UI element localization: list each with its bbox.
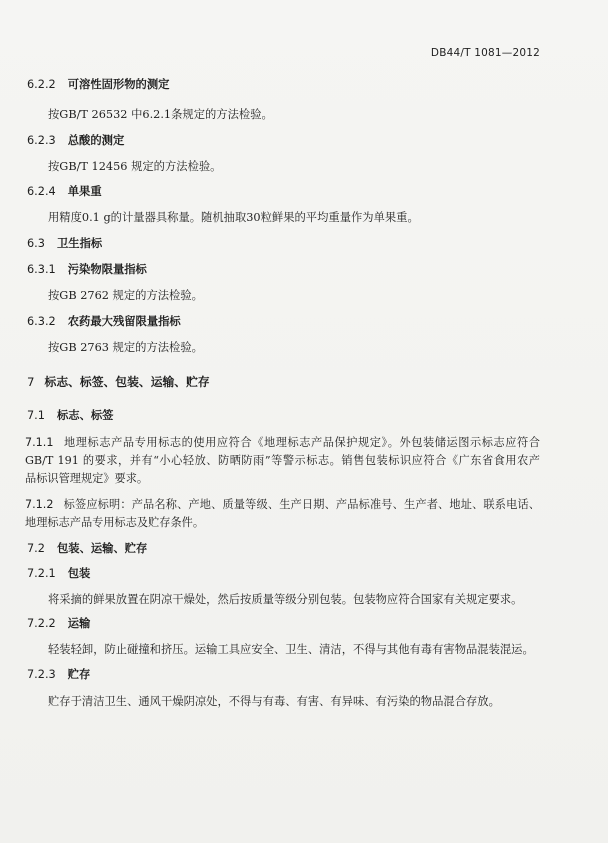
- clause-line: GB/T 191 的要求，并有“小心轻放、防晒防雨”等警示标志。销售包装标识应符合《广东省食用农产: [25, 454, 540, 467]
- clause-number: 7.1.2: [25, 498, 54, 511]
- section-number: 6.3: [27, 237, 45, 250]
- section-number: 7.2.1: [27, 567, 56, 580]
- section-number: 6.2.3: [27, 134, 56, 147]
- document-code: DB44/T 1081—2012: [430, 47, 540, 59]
- section-number: 6.2.4: [27, 185, 56, 198]
- section-heading: [27, 566, 90, 582]
- section-number: 7.2: [27, 542, 45, 555]
- section-heading: [27, 314, 181, 330]
- section-heading: [27, 236, 102, 252]
- section-title: 单果重: [67, 185, 102, 198]
- section-number: 7.2.2: [27, 617, 56, 630]
- section-number: 6.2.2: [27, 78, 56, 91]
- section-body: 按GB 2763 规定的方法检验。: [48, 341, 203, 354]
- section-body: 按GB 2762 规定的方法检验。: [48, 289, 203, 302]
- chapter-number: 7: [27, 375, 35, 389]
- section-number: 6.3.1: [27, 263, 56, 276]
- section-heading: [27, 541, 147, 557]
- section-title: 可溶性固形物的测定: [67, 78, 170, 91]
- section-body: 按GB/T 26532 中6.2.1条规定的方法检验。: [48, 108, 273, 121]
- chapter-title: 标志、标签、包装、运输、贮存: [44, 375, 210, 389]
- section-heading: [27, 133, 124, 149]
- clause-number: 7.1.1: [25, 436, 54, 449]
- chapter-heading: [27, 374, 210, 390]
- clause-line: 地理标志产品专用标志及贮存条件。: [25, 516, 205, 529]
- section-heading: [27, 616, 90, 632]
- section-heading: [27, 77, 169, 93]
- clause-line: [25, 435, 540, 451]
- section-title: 标志、标签: [56, 409, 114, 422]
- clause-text: 标签应标明：产品名称、产地、质量等级、生产日期、产品标准号、生产者、地址、联系电话、: [63, 498, 540, 511]
- section-title: 贮存: [67, 668, 91, 681]
- section-heading: [27, 667, 90, 683]
- section-number: 7.2.3: [27, 668, 56, 681]
- section-title: 包装: [67, 567, 91, 580]
- section-title: 运输: [67, 617, 91, 630]
- section-body: 将采摘的鲜果放置在阴凉干燥处，然后按质量等级分别包装。包装物应符合国家有关规定要求。: [48, 593, 523, 606]
- section-heading: [27, 408, 113, 424]
- section-title: 总酸的测定: [67, 134, 125, 147]
- section-number: 6.3.2: [27, 315, 56, 328]
- section-title: 污染物限量指标: [67, 263, 147, 276]
- section-body: 轻装轻卸，防止碰撞和挤压。运输工具应安全、卫生、清洁，不得与其他有毒有害物品混装混运。: [48, 643, 534, 656]
- clause-line: 品标识管理规定》要求。: [25, 472, 149, 485]
- section-body: 按GB/T 12456 规定的方法检验。: [48, 160, 222, 173]
- section-body: 贮存于清洁卫生、通风干燥阴凉处，不得与有毒、有害、有异味、有污染的物品混合存放。: [48, 695, 500, 708]
- clause-text: 地理标志产品专用标志的使用应符合《地理标志产品保护规定》。外包装储运图示标志应符合: [63, 436, 540, 449]
- section-number: 7.1: [27, 409, 45, 422]
- section-heading: [27, 184, 102, 200]
- section-title: 包装、运输、贮存: [56, 542, 148, 555]
- section-body: 用精度0.1 g的计量器具称量。随机抽取30粒鲜果的平均重量作为单果重。: [48, 211, 419, 224]
- clause-line: [25, 497, 540, 513]
- section-title: 农药最大残留限量指标: [67, 315, 181, 328]
- section-heading: [27, 262, 147, 278]
- section-title: 卫生指标: [56, 237, 103, 250]
